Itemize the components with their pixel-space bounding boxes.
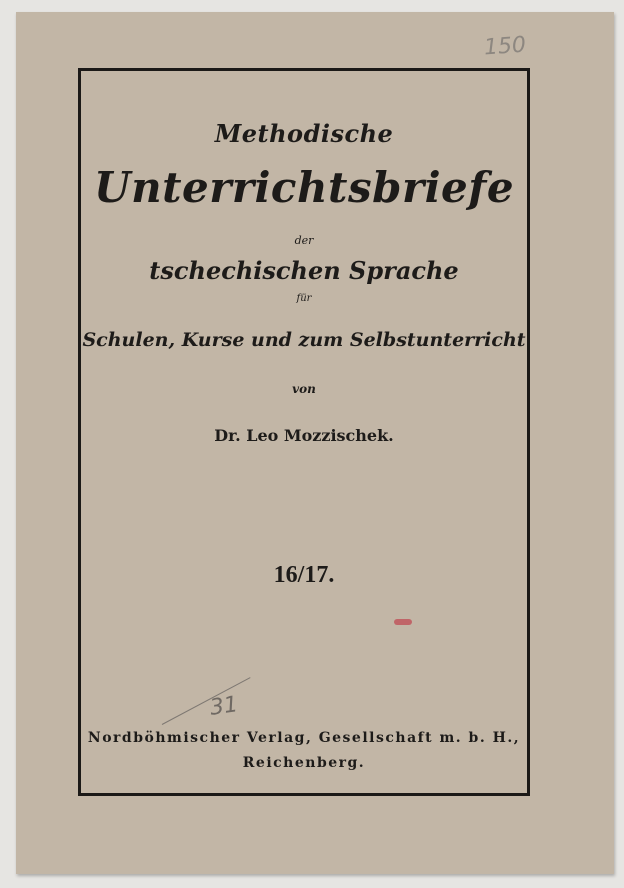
booklet-cover bbox=[16, 12, 614, 874]
title-line-1: Methodische bbox=[214, 119, 394, 148]
cover-border-frame bbox=[78, 68, 530, 796]
publisher-line-2: Reichenberg. bbox=[242, 755, 366, 771]
connector-fuer: für bbox=[296, 293, 312, 304]
author-name: Dr. Leo Mozzischek. bbox=[214, 426, 394, 445]
red-ink-mark bbox=[394, 619, 412, 625]
connector-der: der bbox=[294, 234, 314, 247]
subject-line: tschechischen Sprache bbox=[149, 256, 459, 285]
pencil-note-top: 150 bbox=[483, 32, 527, 61]
target-audience-line: Schulen, Kurse und zum Selbstunterricht bbox=[82, 329, 526, 351]
issue-number: 16/17. bbox=[273, 562, 335, 588]
title-line-2: Unterrichtsbriefe bbox=[93, 163, 515, 212]
pencil-note-bottom: 31 bbox=[208, 692, 240, 721]
connector-von: von bbox=[292, 382, 316, 396]
publisher-line-1: Nordböhmischer Verlag, Gesellschaft m. b. H., bbox=[87, 730, 521, 746]
